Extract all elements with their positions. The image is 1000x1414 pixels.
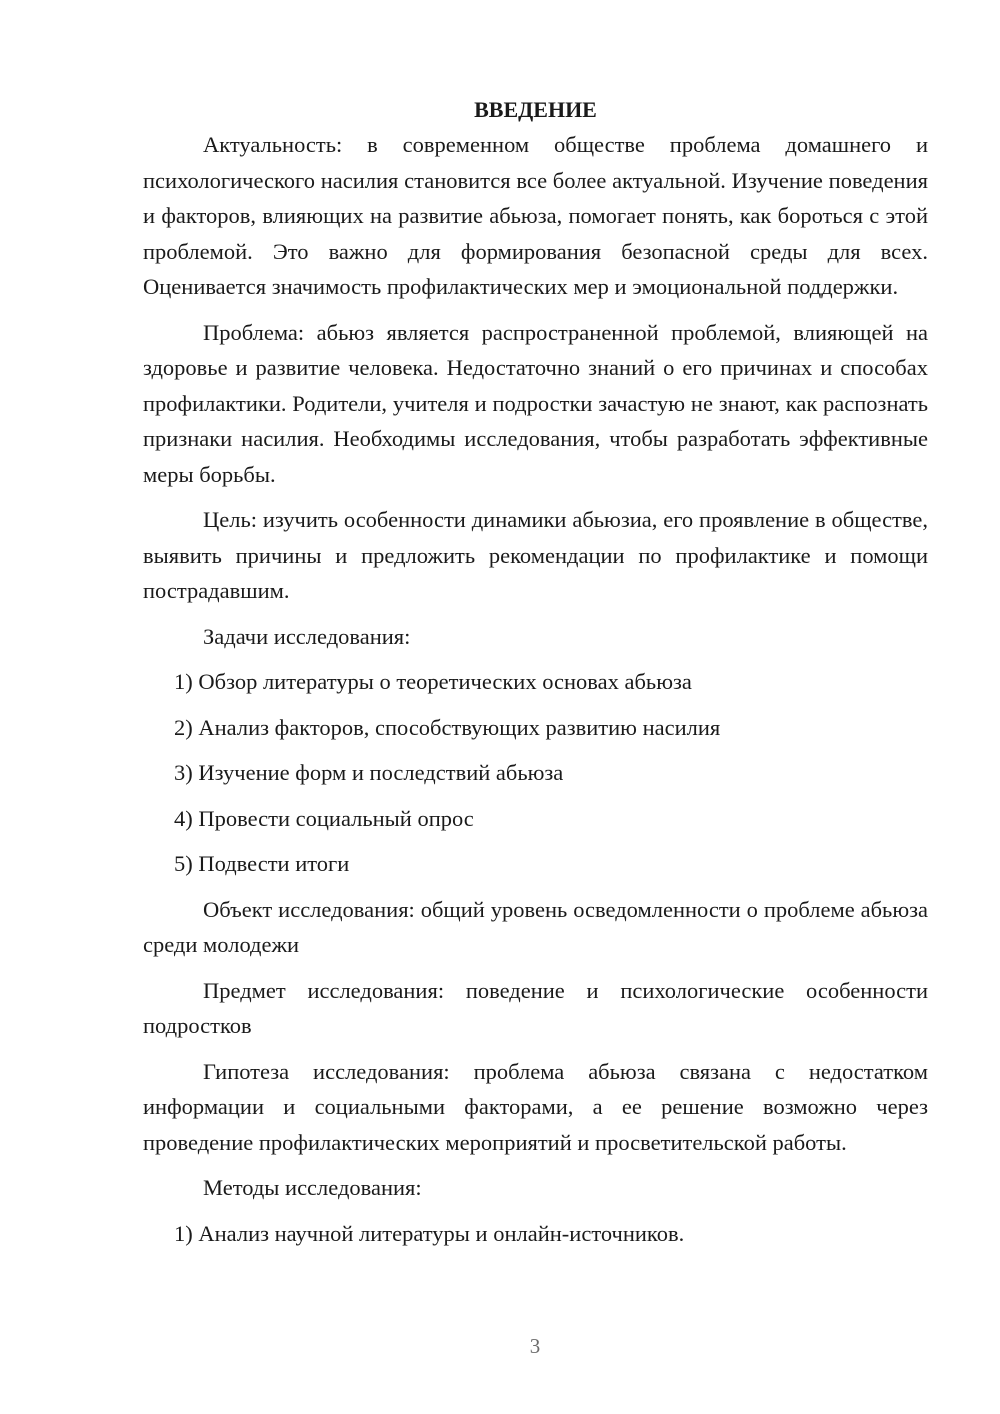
methods-heading: Методы исследования:: [203, 1175, 422, 1200]
method-item: 1) Анализ научной литературы и онлайн-источников.: [174, 1220, 685, 1246]
document-page: [143, 95, 928, 1261]
methods-list: [143, 1216, 928, 1252]
subject-paragraph: Предмет исследования: поведение и психологические особенности подростков: [143, 977, 928, 1038]
object-paragraph: Объект исследования: общий уровень осведомленности о проблеме абьюза среди молодежи: [143, 896, 928, 957]
task-item: 5) Подвести итоги: [174, 851, 350, 876]
relevance-paragraph: Актуальность: в современном обществе проблема домашнего и психологического насилия становится все более актуальной. Изучение поведения и факторов, влияющих на развитие абьюза, помогает понять, как бороться с этой проблемой. Это важно для формирования безопасной среды для всех. Оценивается значимость профилактических мер и эмоциональной поддержки.: [143, 132, 928, 299]
hypothesis-paragraph: Гипотеза исследования: проблема абьюза связана с недостатком информации и социальными факторами, а ее решение возможно через проведение профилактических мероприятий и просветительской работы.: [143, 1058, 928, 1155]
task-item: 1) Обзор литературы о теоретических основах абьюза: [174, 669, 692, 694]
document-title: ВВЕДЕНИЕ: [474, 97, 597, 122]
task-item: 3) Изучение форм и последствий абьюза: [174, 760, 564, 785]
goal-paragraph: Цель: изучить особенности динамики абьюзиа, его проявление в обществе, выявить причины и предложить рекомендации по профилактике и помощи пострадавшим.: [143, 507, 928, 603]
task-item: 4) Провести социальный опрос: [174, 805, 474, 831]
problem-paragraph: Проблема: абьюз является распространенной проблемой, влияющей на здоровье и развитие человека. Недостаточно знаний о его причинах и способах профилактики. Родители, учителя и подростки зачастую не знают, как распознать признаки насилия. Необходимы исследования, чтобы разработать эффективные меры борьбы.: [143, 319, 928, 487]
task-item: 2) Анализ факторов, способствующих развитию насилия: [174, 714, 721, 740]
page-number: 3: [529, 1334, 541, 1358]
tasks-list: [143, 664, 928, 882]
tasks-heading: Задачи исследования:: [203, 623, 411, 649]
